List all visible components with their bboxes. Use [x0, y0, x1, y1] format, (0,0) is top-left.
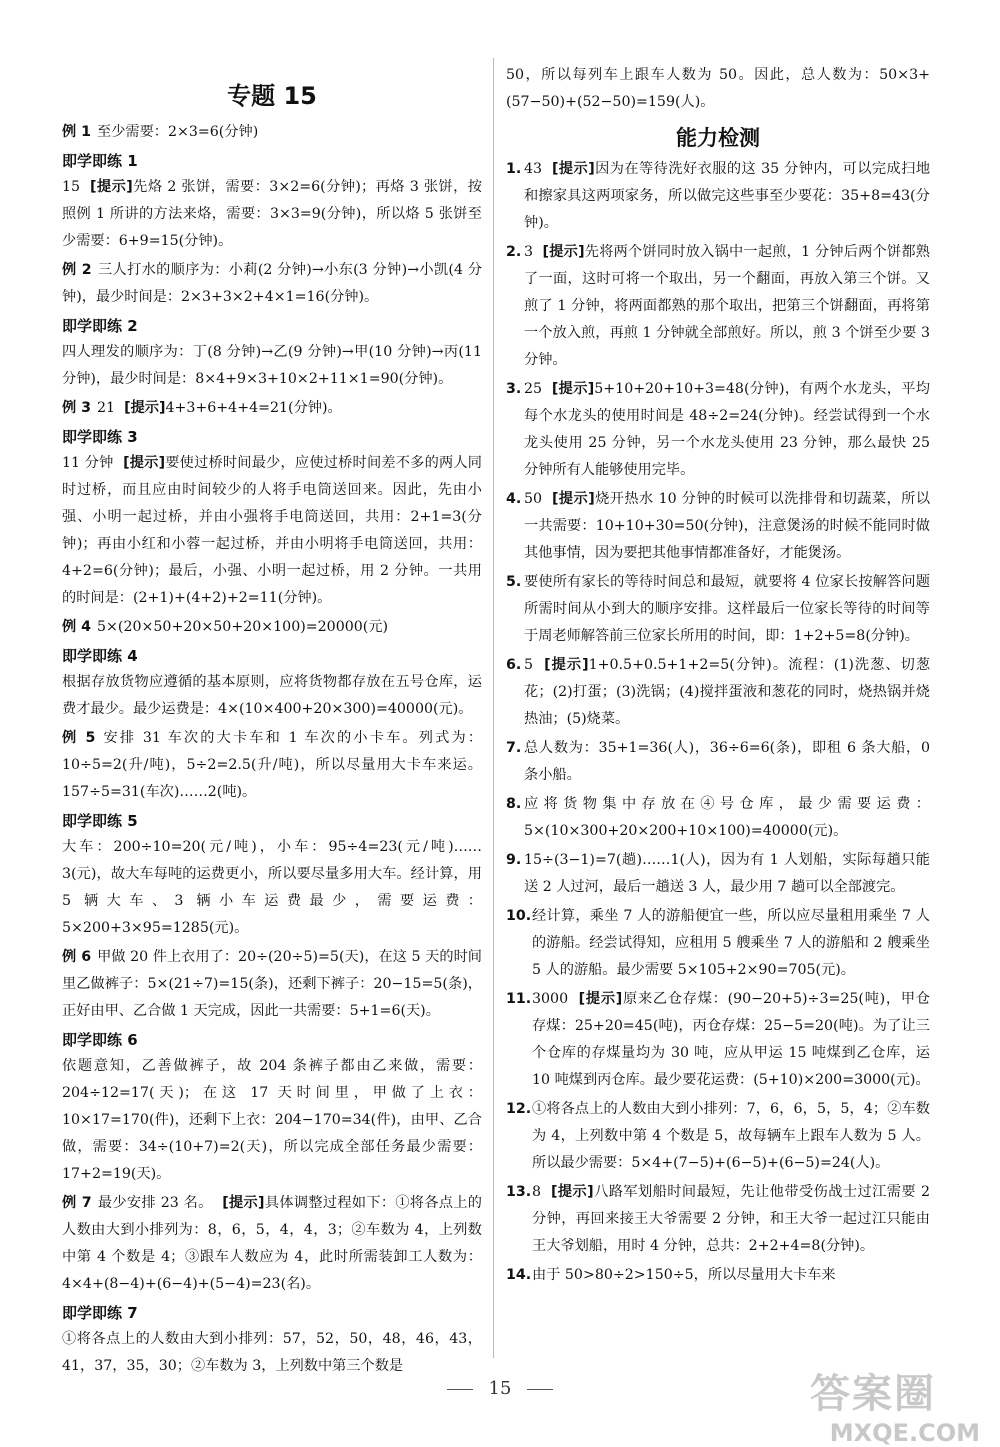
- test-item: [506, 376, 930, 486]
- test-item: [506, 903, 930, 986]
- item-number: 6.: [506, 657, 522, 673]
- item-number: 4.: [506, 491, 522, 507]
- item-number: 10.: [506, 908, 532, 924]
- right-column: [506, 62, 930, 1291]
- practice-4: 根据存放货物应遵循的基本原则，应将货物都存放在五号仓库，运费才最少。最少运费是：4×(10×400+20×300)=40000(元)。: [62, 674, 482, 717]
- example-text: 至少需要：2×3=6(分钟): [97, 124, 259, 140]
- item-text: [532, 1096, 930, 1177]
- item-number: 5.: [506, 574, 522, 590]
- hint-tag: [提示]: [578, 991, 623, 1007]
- item-number: 3.: [506, 381, 522, 397]
- practice-heading-2: 即学即练 2: [62, 317, 138, 335]
- example-7: [62, 1190, 482, 1298]
- hint-tag: [提示]: [550, 1184, 594, 1200]
- test-item: [506, 847, 930, 903]
- item-body: ①将各点上的人数由大到小排列：7，6，6，5，5，4；②车数为 4，上列数中第 4 个数是 5，故每辆车上跟车人数为 5 人。所以最少需要：5×4+(7−5)+(6−5)+(6−5)=24(人)。: [532, 1101, 930, 1171]
- practice-5: 大车：200÷10=20(元/吨)，小车：95÷4=23(元/吨)……3(元)，故大车每吨的运费更小，所以要尽量多用大车。经计算，用 5 辆大车、3 辆小车运费最少，需要运费：5×200+3×95=1285(元)。: [62, 839, 482, 936]
- item-body: 八路军划船时间最短，先让他带受伤战士过江需要 2 分钟，再回来接王大爷需要 2 分钟，和王大爷一起过江只能由王大爷划船，用时 4 分钟，总共：2+2+4=8(分钟)。: [532, 1184, 930, 1254]
- example-2: [62, 257, 482, 311]
- item-text: [524, 735, 930, 789]
- continued-text: 50，所以每列车上跟车人数为 50。因此，总人数为：50×3+(57−50)+(52−50)=159(人)。: [506, 67, 930, 110]
- example-label: 例 4: [62, 619, 91, 635]
- answer: 8: [532, 1184, 542, 1200]
- item-body: 应将货物集中存放在④号仓库，最少需要运费：5×(10×300+20×200+10×100)=40000(元)。: [524, 796, 930, 839]
- footer-dash-right: [527, 1389, 553, 1390]
- practice-2: 四人理发的顺序为：丁(8 分钟)→乙(9 分钟)→甲(10 分钟)→丙(11 分钟)，最少时间是：8×4+9×3+10×2+11×1=90(分钟)。: [62, 344, 482, 387]
- item-body: 1+0.5+0.5+1+2=5(分钟)。流程：(1)洗葱、切葱花；(2)打蛋；(3)洗锅；(4)搅拌蛋液和葱花的同时，烧热锅并烧热油；(5)烧菜。: [524, 657, 931, 727]
- test-item: [506, 569, 930, 652]
- example-5: [62, 725, 482, 806]
- item-text: [532, 903, 930, 984]
- hint-text: 4+3+6+4+4=21(分钟)。: [165, 400, 342, 416]
- example-label: 例 6: [62, 949, 92, 965]
- hint-tag: [提示]: [222, 1195, 265, 1211]
- answer: 3: [524, 244, 534, 260]
- example-label: 例 3: [62, 400, 91, 416]
- item-body: 总人数为：35+1=36(人)，36÷6=6(条)，即租 6 条大船，0 条小船。: [524, 740, 930, 783]
- item-text: [524, 791, 930, 845]
- footer-dash-left: [447, 1389, 473, 1390]
- practice-heading-3: 即学即练 3: [62, 428, 138, 446]
- practice-heading-1: 即学即练 1: [62, 152, 138, 170]
- item-text: [532, 1262, 930, 1289]
- item-number: 7.: [506, 740, 522, 756]
- watermark-logo: [810, 1362, 980, 1447]
- item-text: [532, 986, 930, 1094]
- answer: 43: [524, 161, 543, 177]
- example-text: 甲做 20 件上衣用了：20÷(20÷5)=5(天)，在这 5 天的时间里乙做裤子：5×(21÷7)=15(条)，还剩下裤子：20−15=5(条)，正好由甲、乙合做 1 天完成，因此一共需要：5+1=6(天)。: [62, 949, 482, 1019]
- example-text: 安排 31 车次的大卡车和 1 车次的小卡车。列式为：10÷5=2(升/吨)，5÷2=2.5(升/吨)，所以尽量用大卡车来运。157÷5=31(车次)……2(吨)。: [62, 730, 483, 800]
- item-number: 1.: [506, 161, 522, 177]
- practice-heading-4: 即学即练 4: [62, 647, 138, 665]
- item-number: 14.: [506, 1267, 532, 1283]
- test-item: [506, 1179, 930, 1262]
- item-text: [524, 239, 930, 374]
- answer: 25: [524, 381, 543, 397]
- test-item: [506, 652, 930, 735]
- practice-1: [62, 174, 482, 255]
- example-label: 例 7: [62, 1195, 92, 1211]
- item-body: 要使所有家长的等待时间总和最短，就要将 4 位家长按解答问题所需时间从小到大的顺序安排。这样最后一位家长等待的时间等于周老师解答前三位家长所用的时间，即：1+2+5=8(分钟)。: [524, 574, 930, 644]
- item-body: 经计算，乘坐 7 人的游船便宜一些，所以应尽量租用乘坐 7 人的游船。经尝试得知，应租用 5 艘乘坐 7 人的游船和 2 艘乘坐 5 人的游船。最少需要 5×105+2×90=705(元)。: [532, 908, 930, 978]
- item-body: 5+10+20+10+3=48(分钟)，有两个水龙头，平均每个水龙头的使用时间是 48÷2=24(分钟)。经尝试得到一个水龙头使用 25 分钟，另一个水龙头使用 23 分钟，那么最快 25 分钟所有人能够使用完毕。: [524, 381, 930, 478]
- test-item: [506, 1262, 930, 1291]
- hint-text: 先烙 2 张饼，需要：3×2=6(分钟)；再烙 3 张饼，按照例 1 所讲的方法来烙，需要：3×3=9(分钟)，所以烙 5 张饼至少需要：6+9=15(分钟)。: [62, 179, 482, 249]
- item-number: 9.: [506, 852, 522, 868]
- hint-tag: [提示]: [123, 455, 166, 471]
- example-text: 三人打水的顺序为：小莉(2 分钟)→小东(3 分钟)→小凯(4 分钟)，最少时间是：2×3+3×2+4×1=16(分钟)。: [62, 262, 483, 305]
- test-item: [506, 791, 930, 847]
- hint-tag: [提示]: [124, 400, 166, 416]
- practice-6: 依题意知，乙善做裤子，故 204 条裤子都由乙来做，需要：204÷12=17(天)；在这 17 天时间里，甲做了上衣：10×17=170(件)，还剩下上衣：204−170=34(件)，由甲、乙合做，需要：34÷(10+7)=2(天)，所以完成全部任务最少需要：17+2=19(天)。: [62, 1058, 482, 1182]
- item-number: 8.: [506, 796, 522, 812]
- answer: 50: [524, 491, 543, 507]
- hint-tag: [提示]: [544, 657, 589, 673]
- item-body: 烧开热水 10 分钟的时候可以洗排骨和切蔬菜，所以一共需要：10+10+30=50(分钟)，注意煲汤的时候不能同时做其他事情，因为要把其他事情都准备好，才能煲汤。: [524, 491, 931, 561]
- hint-tag: [提示]: [90, 179, 133, 195]
- example-4: [62, 614, 482, 641]
- test-item: [506, 986, 930, 1096]
- practice-3: [62, 450, 482, 612]
- hint-tag: [提示]: [551, 491, 595, 507]
- left-column: [62, 64, 482, 1382]
- topic-title: 专题 15: [227, 82, 317, 110]
- item-text: [524, 376, 930, 484]
- example-label: 例 2: [62, 262, 92, 278]
- ability-test-list: [506, 156, 930, 1291]
- test-item: [506, 1096, 930, 1179]
- page-number: 15: [488, 1378, 512, 1399]
- practice-heading-6: 即学即练 6: [62, 1031, 138, 1049]
- hint-tag: [提示]: [551, 381, 595, 397]
- item-number: 13.: [506, 1184, 532, 1200]
- answer: 5: [524, 657, 534, 673]
- item-text: [524, 569, 930, 650]
- item-body: 15÷(3−1)=7(趟)……1(人)，因为有 1 人划船，实际每趟只能送 2 人过河，最后一趟送 3 人，最少用 7 趟可以全部渡完。: [524, 852, 930, 895]
- hint-text: 要使过桥时间最少，应使过桥时间差不多的两人同时过桥，而且应由时间较少的人将手电筒送回来。因此，先由小强、小明一起过桥，并由小强将手电筒送回，共用：2+1=3(分钟)；再由小红和小蓉一起过桥，并由小明将手电筒送回，共用：4+2=6(分钟)；最后，小强、小明一起过桥，用 2 分钟。一共用的时间是：(2+1)+(4+2)+2=11(分钟)。: [62, 455, 482, 606]
- test-item: [506, 735, 930, 791]
- column-divider: [493, 58, 494, 1358]
- item-text: [524, 486, 930, 567]
- item-number: 12.: [506, 1101, 532, 1117]
- answer: 21: [97, 400, 116, 416]
- practice-heading-5: 即学即练 5: [62, 812, 138, 830]
- hint-tag: [提示]: [551, 161, 595, 177]
- example-6: [62, 944, 482, 1025]
- item-text: [524, 156, 930, 237]
- item-text: [524, 652, 930, 733]
- answer: 3000: [532, 991, 569, 1007]
- section-title: 能力检测: [676, 126, 760, 150]
- answer: 15: [62, 179, 81, 195]
- example-label: 例 5: [62, 730, 96, 746]
- answer: 11 分钟: [62, 455, 114, 471]
- item-body: 由于 50>80÷2>150÷5，所以尽量用大卡车来: [532, 1267, 836, 1283]
- example-3: [62, 395, 482, 422]
- practice-7: ①将各点上的人数由大到小排列：57，52，50，48，46，43，41，37，35，30；②车数为 3，上列数中第三个数是: [62, 1331, 482, 1374]
- test-item: [506, 486, 930, 569]
- example-1: [62, 119, 482, 146]
- item-number: 11.: [506, 991, 532, 1007]
- item-text: [532, 1179, 930, 1260]
- item-number: 2.: [506, 244, 522, 260]
- watermark-url: MXQE.COM: [829, 1419, 980, 1447]
- hint-text: 具体调整过程如下：①将各点上的人数由大到小排列为：8，6，5，4，4，3；②车数为 4，上列数中第 4 个数是 4；③跟车人数应为 4，此时所需装卸工人数为：4×4+(8−4)+(6−4)+(5−4)=23(名)。: [62, 1195, 482, 1292]
- item-body: 原来乙仓存煤：(90−20+5)÷3=25(吨)，甲仓存煤：25+20=45(吨)，丙仓存煤：25−5=20(吨)。为了让三个仓库的存煤量均为 30 吨，应从甲运 15 吨煤到乙仓库，运 10 吨煤到丙仓库。最少要花运费：(5+10)×200=3000(元)。: [532, 991, 930, 1088]
- watermark-text: 答案圈: [810, 1371, 936, 1417]
- item-body: 因为在等待洗好衣服的这 35 分钟内，可以完成扫地和擦家具这两项家务，所以做完这些事至少要花：35+8=43(分钟)。: [524, 161, 931, 231]
- test-item: [506, 239, 930, 376]
- item-text: [524, 847, 930, 901]
- practice-heading-7: 即学即练 7: [62, 1304, 138, 1322]
- example-label: 例 1: [62, 124, 91, 140]
- example-text: 5×(20×50+20×50+20×100)=20000(元): [97, 619, 389, 635]
- item-body: 先将两个饼同时放入锅中一起煎，1 分钟后两个饼都熟了一面，这时可将一个取出，另一个翻面，再放入第三个饼。又煎了 1 分钟，将两面都熟的那个取出，把第三个饼翻面，再将第一个放入煎，再煎 1 分钟就全部煎好。所以，煎 3 个饼至少要 3 分钟。: [524, 244, 930, 368]
- hint-tag: [提示]: [542, 244, 585, 260]
- test-item: [506, 156, 930, 239]
- answer: 最少安排 23 名。: [97, 1195, 213, 1211]
